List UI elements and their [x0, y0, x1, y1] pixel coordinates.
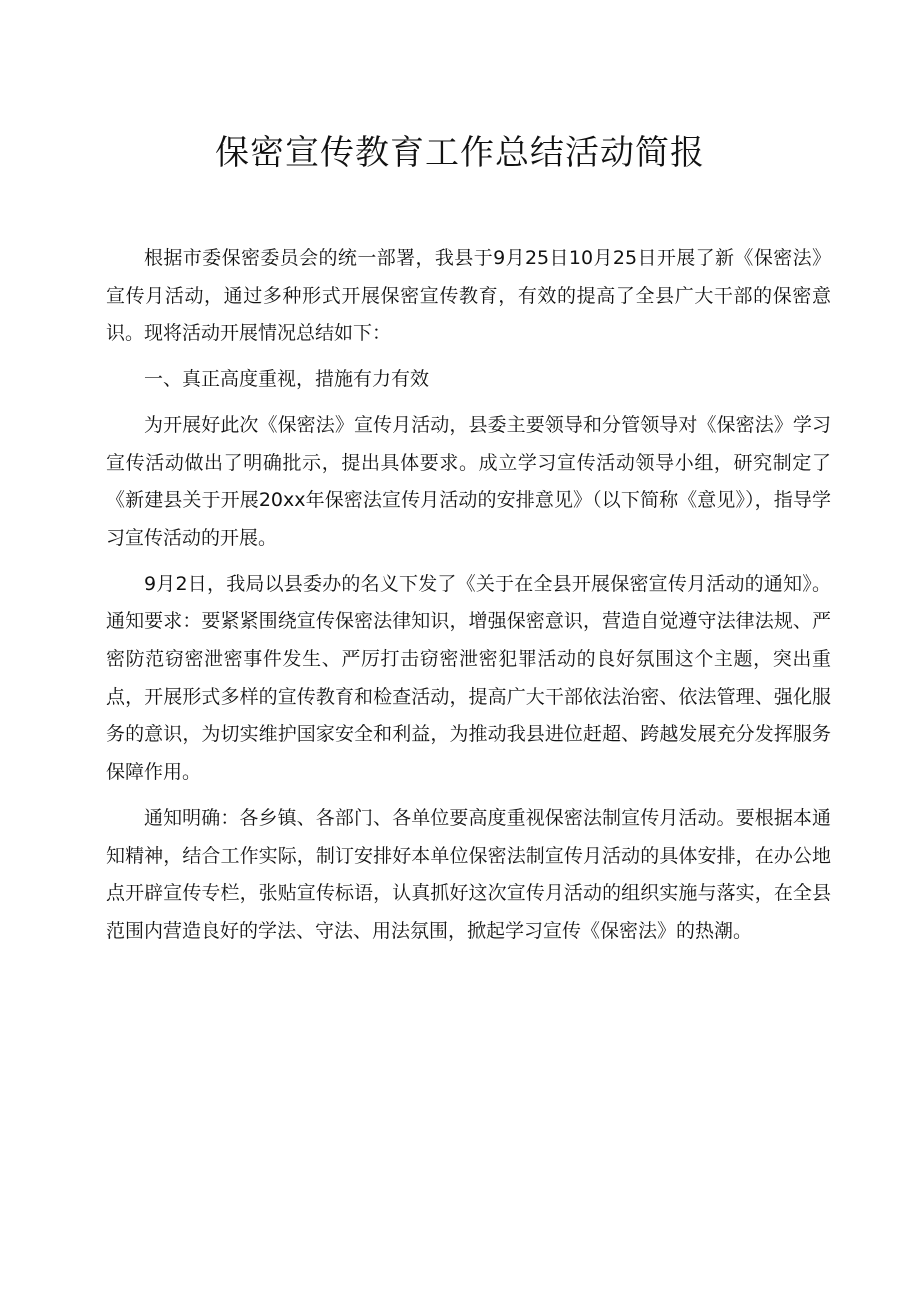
paragraph-requirements: 通知明确：各乡镇、各部门、各单位要高度重视保密法制宣传月活动。要根据本通知精神，结合工作实际，制订安排好本单位保密法制宣传月活动的具体安排，在办公地点开辟宣传专栏，张贴宣传标语，认真抓好这次宣传月活动的组织实施与落实，在全县范围内营造良好的学法、守法、用法氛围，掀起学习宣传《保密法》的热潮。: [106, 806, 831, 942]
document-body: [106, 240, 831, 951]
paragraph-notice: 9月2日，我局以县委办的名义下发了《关于在全县开展保密宣传月活动的通知》。通知要求：要紧紧围绕宣传保密法律知识，增强保密意识，营造自觉遵守法律法规、严密防范窃密泄密事件发生、严厉打击窃密泄密犯罪活动的良好氛围这个主题，突出重点，开展形式多样的宣传教育和检查活动，提高广大干部依法治密、依法管理、强化服务的意识，为切实维护国家安全和利益，为推动我县进位赶超、跨越发展充分发挥服务保障作用。: [106, 572, 831, 784]
paragraph-intro: 根据市委保密委员会的统一部署，我县于9月25日10月25日开展了新《保密法》宣传月活动，通过多种形式开展保密宣传教育，有效的提高了全县广大干部的保密意识。现将活动开展情况总结如下：: [106, 247, 831, 345]
document-title: 保密宣传教育工作总结活动简报: [215, 133, 705, 173]
paragraph-leadership: 为开展好此次《保密法》宣传月活动，县委主要领导和分管领导对《保密法》学习宣传活动做出了明确批示，提出具体要求。成立学习宣传活动领导小组，研究制定了《新建县关于开展20xx年保密法宣传月活动的安排意见》（以下简称《意见》），指导学习宣传活动的开展。: [106, 413, 831, 549]
section-heading-1: 一、真正高度重视，措施有力有效: [144, 368, 430, 391]
